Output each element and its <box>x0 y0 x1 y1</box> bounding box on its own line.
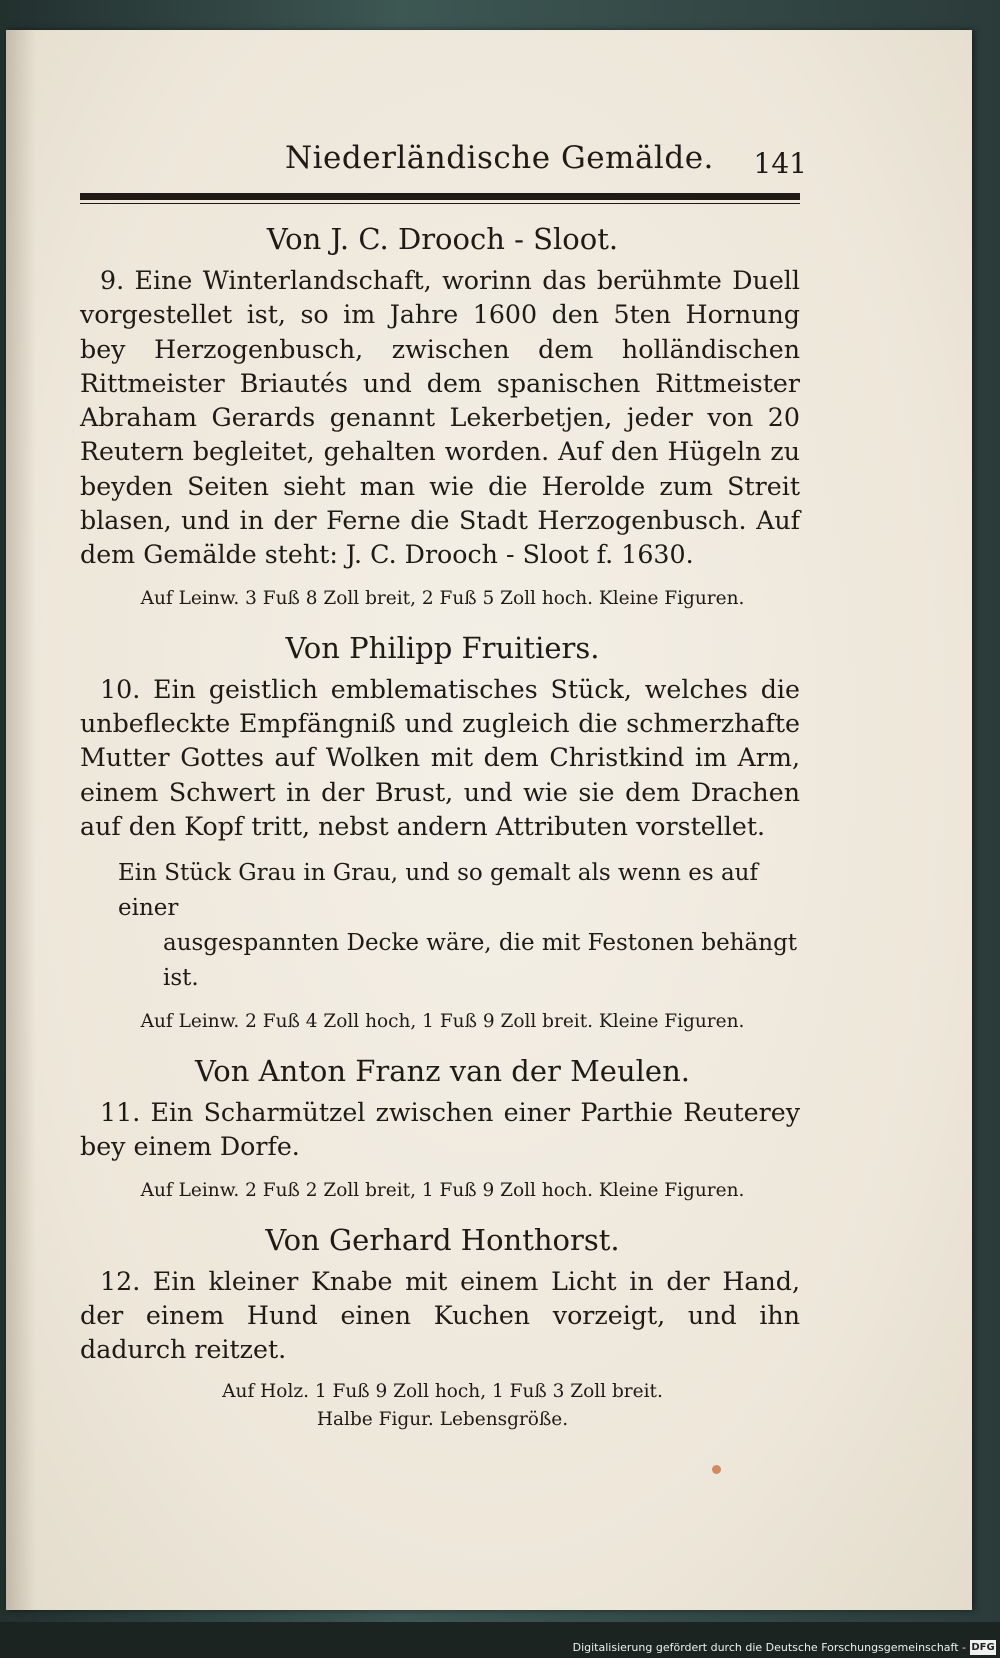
page-content <box>80 135 805 1434</box>
paper-stain <box>712 1465 721 1474</box>
spine-shadow <box>6 30 36 1610</box>
dimensions-note: Auf Leinw. 2 Fuß 4 Zoll hoch, 1 Fuß 9 Zoll breit. Kleine Figuren. <box>140 1011 745 1033</box>
catalog-section <box>80 222 805 613</box>
artist-heading: Von Anton Franz van der Meulen. <box>195 1054 690 1089</box>
catalog-entry: 11. Ein Scharmützel zwischen einer Parthie Reuterey bey einem Dorfe. <box>80 1098 800 1162</box>
description-note <box>118 856 798 996</box>
dimensions-note: Auf Leinw. 2 Fuß 2 Zoll breit, 1 Fuß 9 Zoll hoch. Kleine Figuren. <box>140 1179 745 1201</box>
description-line: Ein Stück Grau in Grau, und so gemalt als wenn es auf einer <box>118 860 758 922</box>
running-title: Niederländische Gemälde. <box>285 140 714 176</box>
catalog-section <box>80 1054 805 1205</box>
description-line: ausgespannten Decke wäre, die mit Festonen behängt ist. <box>163 930 798 992</box>
figure-note: Halbe Figur. Lebensgröße. <box>316 1408 569 1430</box>
artist-heading: Von Philipp Fruitiers. <box>285 630 600 665</box>
dfg-logo: DFG <box>971 1642 995 1653</box>
header-rule-thick <box>80 193 800 200</box>
artist-heading: Von Gerhard Honthorst. <box>265 1222 620 1257</box>
catalog-section <box>80 1223 805 1434</box>
artist-heading: Von J. C. Drooch - Sloot. <box>266 222 619 256</box>
dimensions-note: Auf Leinw. 3 Fuß 8 Zoll breit, 2 Fuß 5 Zoll hoch. Kleine Figuren. <box>140 587 745 609</box>
page-number: 141 <box>753 147 807 180</box>
catalog-entry: 9. Eine Winterlandschaft, worinn das berühmte Duell vorgestellet ist, so im Jahre 1600 den 5ten Hornung bey Herzogenbusch, zwischen dem holländischen Rittmeister Briautés und dem spanischen Rittmeister Abraham Gerards genannt Lekerbetjen, jeder von 20 Reutern begleitet, gehalten worden. Auf den Hügeln zu beyden Seiten sieht man wie die Herolde zum Streit blasen, und in der Ferne die Stadt Herzogenbusch. Auf dem Gemälde steht: J. C. Drooch - Sloot f. 1630. <box>80 266 800 570</box>
page-header <box>80 135 805 185</box>
catalog-entry: 12. Ein kleiner Knabe mit einem Licht in der Hand, der einem Hund einen Kuchen vorzeigt, und ihn dadurch reitzet. <box>80 1266 800 1365</box>
catalog-entry: 10. Ein geistlich emblematisches Stück, welches die unbefleckte Empfängniß und zugleich die schmerzhafte Mutter Gottes auf Wolken mit dem Christkind im Arm, einem Schwert in der Brust, und wie sie dem Drachen auf den Kopf tritt, nebst andern Attributen vorstellet. <box>80 674 800 841</box>
dimensions-note: Auf Holz. 1 Fuß 9 Zoll hoch, 1 Fuß 3 Zoll breit. <box>222 1380 663 1402</box>
header-rule-thin <box>80 203 800 204</box>
funding-credit: Digitalisierung gefördert durch die Deutsche Forschungsgemeinschaft - <box>572 1641 966 1654</box>
catalog-section <box>80 631 805 1036</box>
